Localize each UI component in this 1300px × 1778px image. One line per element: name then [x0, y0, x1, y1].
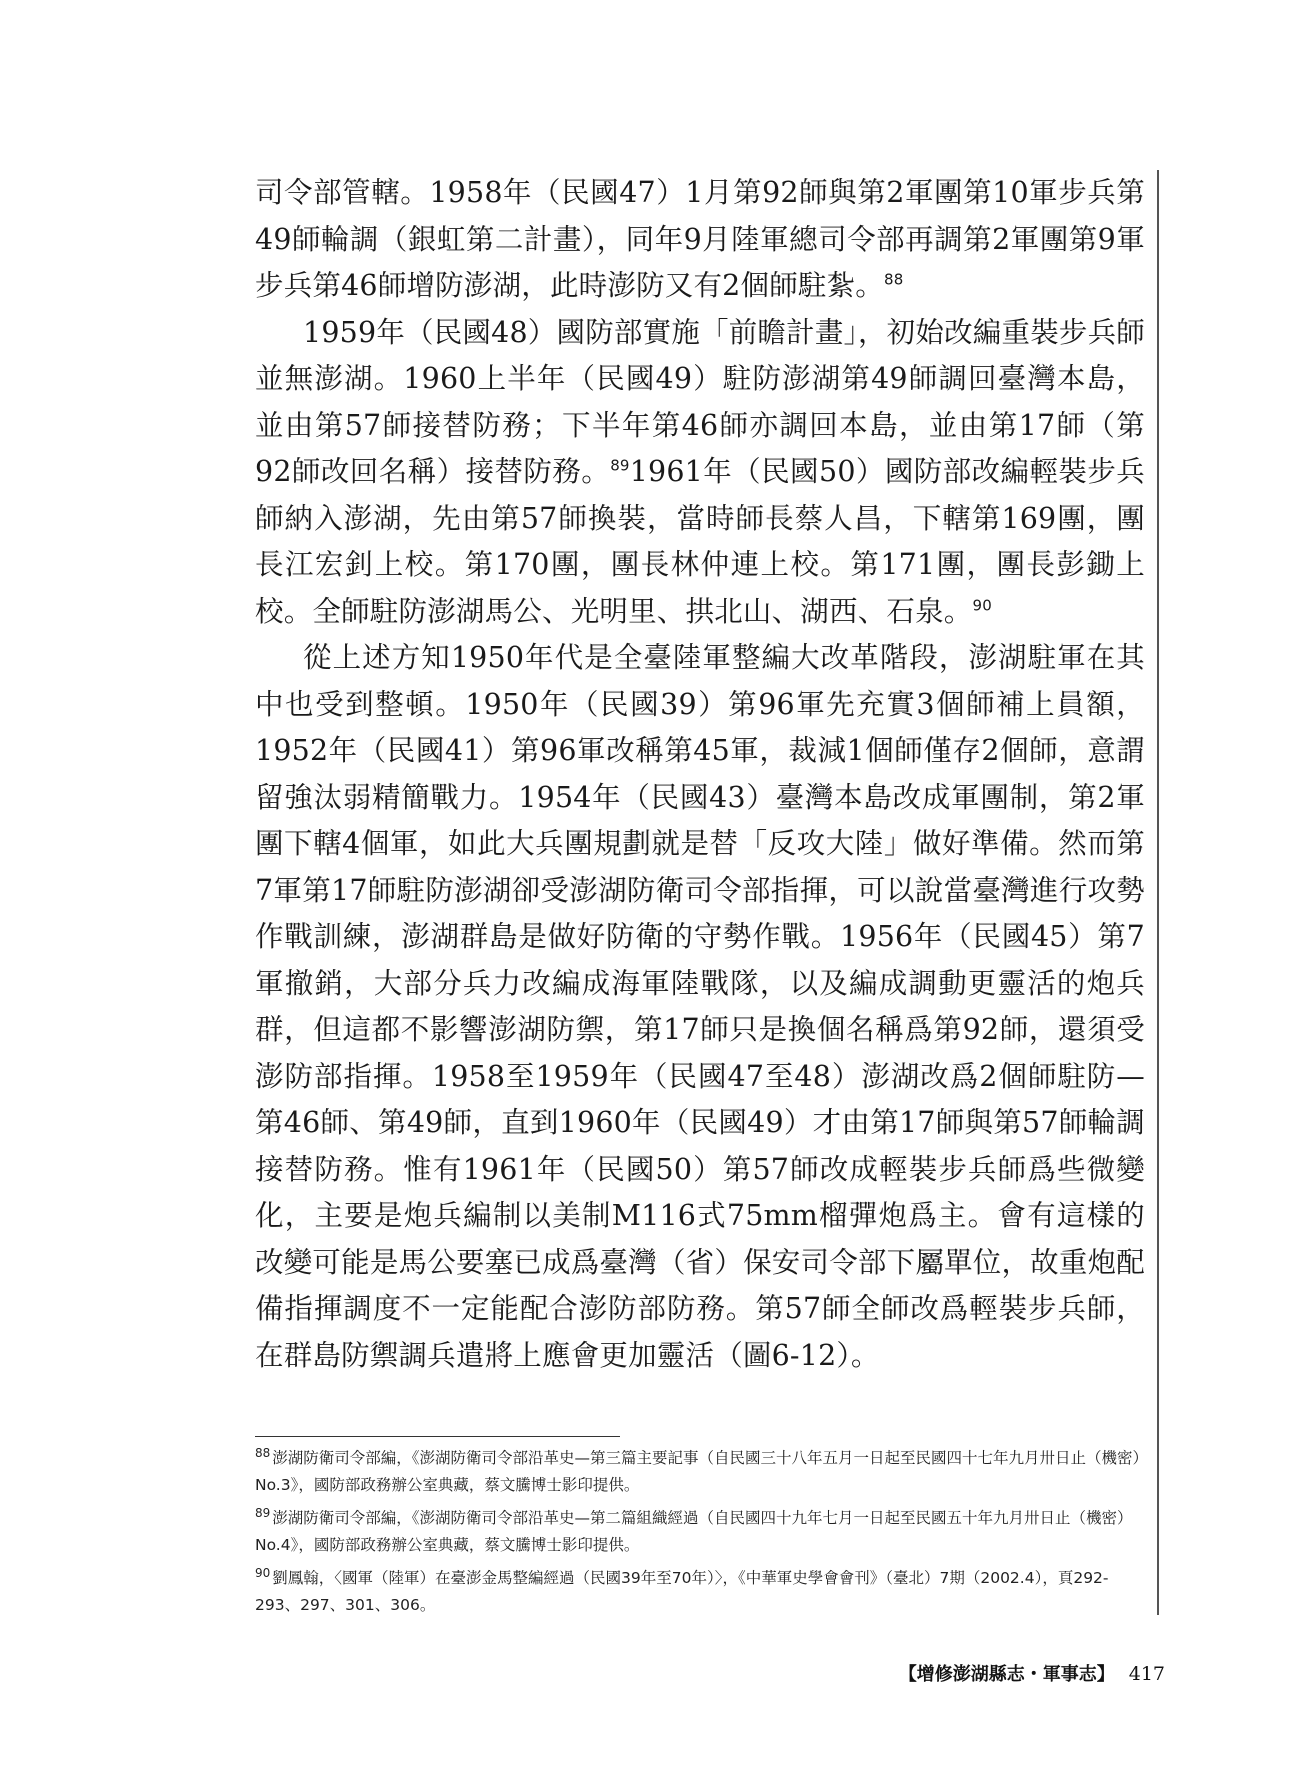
- footnote: [255, 1565, 1145, 1619]
- body-text: [255, 170, 1145, 1379]
- footnote: [255, 1445, 1145, 1499]
- footnote-number: 90: [255, 1565, 271, 1580]
- footnote: [255, 1505, 1145, 1559]
- margin-rule: [1157, 170, 1159, 1615]
- footnote-divider: [255, 1436, 620, 1437]
- paragraph-text: 1961年（民國50）國防部改編輕裝步兵師納入澎湖，先由第57師換裝，當時師長蔡人昌，下轄第169團，團長江宏釗上校。第170團，團長林仲連上校。第171團，團長彭鋤上校。全師駐防澎湖馬公、光明里、拱北山、湖西、石泉。: [255, 455, 1145, 628]
- body-paragraph: [255, 170, 1145, 310]
- paragraph-text: 1959年（民國48）國防部實施「前瞻計畫」，初始改編重裝步兵師並無澎湖。1960上半年（民國49）駐防澎湖第49師調回臺灣本島，並由第57師接替防務；下半年第46師亦調回本島，並由第17師（第92師改回名稱）接替防務。: [255, 315, 1145, 488]
- paragraph-text: 司令部管轄。1958年（民國47）1月第92師與第2軍團第10軍步兵第49師輪調（銀虹第二計畫），同年9月陸軍總司令部再調第2軍團第9軍步兵第46師增防澎湖，此時澎防又有2個師駐紮。: [255, 176, 1145, 302]
- running-title: 【增修澎湖縣志・軍事志】: [898, 1664, 1115, 1685]
- footnote-text: 澎湖防衛司令部編，《澎湖防衛司令部沿革史—第二篇組織經過（自民國四十九年七月一日起至民國五十年九月卅日止（機密）No.4》，國防部政務辦公室典藏，蔡文騰博士影印提供。: [255, 1509, 1133, 1554]
- paragraph-text: 從上述方知1950年代是全臺陸軍整編大改革階段，澎湖駐軍在其中也受到整頓。1950年（民國39）第96軍先充實3個師補上員額，1952年（民國41）第96軍改稱第45軍，裁減1個師僅存2個師，意謂留強汰弱精簡戰力。1954年（民國43）臺灣本島改成軍團制，第2軍團下轄4個軍，如此大兵團規劃就是替「反攻大陸」做好準備。然而第7軍第17師駐防澎湖卻受澎湖防衛司令部指揮，可以說當臺灣進行攻勢作戰訓練，澎湖群島是做好防衛的守勢作戰。1956年（民國45）第7軍撤銷，大部分兵力改編成海軍陸戰隊，以及編成調動更靈活的炮兵群，但這都不影響澎湖防禦，第17師只是換個名稱爲第92師，還須受澎防部指揮。1958至1959年（民國47至48）澎湖改爲2個師駐防—第46師、第49師，直到1960年（民國49）才由第17師與第57師輪調接替防務。惟有1961年（民國50）第57師改成輕裝步兵師爲些微變化，主要是炮兵編制以美制M116式75mm榴彈炮爲主。會有這樣的改變可能是馬公要塞已成爲臺灣（省）保安司令部下屬單位，故重炮配備指揮調度不一定能配合澎防部防務。第57師全師改爲輕裝步兵師，在群島防禦調兵遣將上應會更加靈活（圖6-12）。: [255, 641, 1145, 1372]
- page-number: 417: [1128, 1663, 1165, 1685]
- footnote-text: 劉鳳翰，〈國軍（陸軍）在臺澎金馬整編經過（民國39年至70年）〉，《中華軍史學會會刊》（臺北）7期（2002.4），頁292-293、297、301、306。: [255, 1569, 1109, 1614]
- footnote-ref: 88: [884, 270, 904, 289]
- footnotes: [255, 1445, 1145, 1625]
- footnote-ref: 89: [610, 456, 630, 475]
- footnote-number: 88: [255, 1445, 271, 1460]
- body-paragraph: [255, 635, 1145, 1379]
- footnote-text: 澎湖防衛司令部編，《澎湖防衛司令部沿革史—第三篇主要記事（自民國三十八年五月一日起至民國四十七年九月卅日止（機密）No.3》，國防部政務辦公室典藏，蔡文騰博士影印提供。: [255, 1449, 1141, 1494]
- body-paragraph: [255, 310, 1145, 636]
- page-footer: [899, 1660, 1165, 1686]
- footnote-number: 89: [255, 1505, 271, 1520]
- footnote-ref: 90: [972, 596, 993, 614]
